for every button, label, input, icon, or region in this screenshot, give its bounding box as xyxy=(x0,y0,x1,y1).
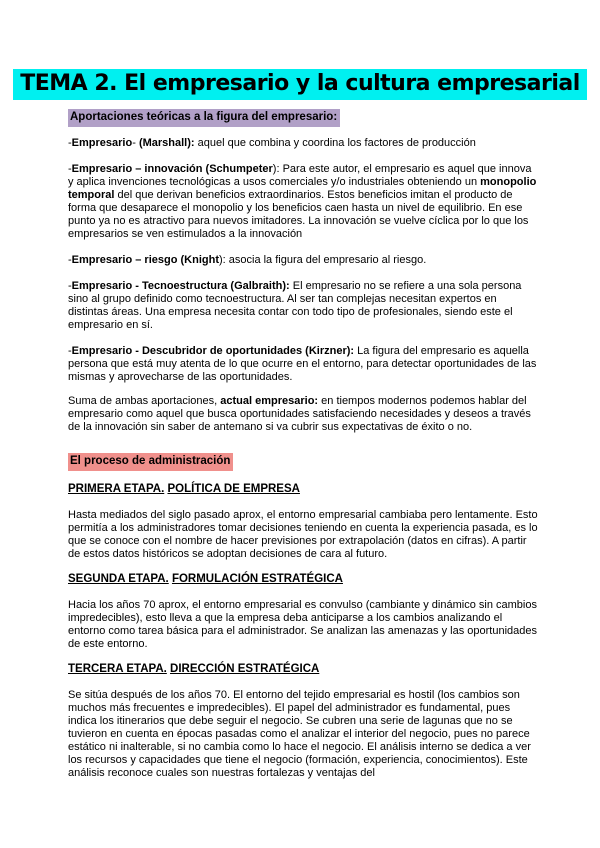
paragraph-tercera-etapa: Se sitúa después de los años 70. El entorno del tejido empresarial es hostil (los cambios son muchos más frecuentes e impredecibles). El papel del administrador es fundamental, pues indica los itinerarios que debe seguir el negocio. Se cubren una serie de lagunas que no se tuvieron en cuenta en épocas pasadas como el analizar el interior del negocio, pues no parece estático ni inalterable, si no cambia como lo hace el negocio. El análisis interno se dedica a ver los recursos y capacidades que tiene el negocio (formación, experiencia, conocimientos). Este análisis reconoce cuales son nuestras fortalezas y ventajas del xyxy=(68,689,531,779)
paragraph-schumpeter: -Empresario – innovación (Schumpeter): Para este autor, el empresario es aquel que innova y aplica invenciones tecnológicas a usos comerciales y/o industriales obteniendo un monopolio temporal del que derivan beneficios extraordinarios. Estos beneficios imitan el producto de forma que desaparece el monopolio y los beneficios caen hasta un nivel de equilibrio. En ese punto ya no es atractivo para nuevos imitadores. La innovación se vuelve cíclica por lo que los empresarios se ven estimulados a la innovación xyxy=(68,163,537,240)
stage-2-title: FORMULACIÓN ESTRATÉGICA xyxy=(171,573,343,585)
paragraph-marshall: -Empresario- (Marshall): aquel que combina y coordina los factores de producción xyxy=(68,137,476,149)
document-title-row xyxy=(0,0,600,100)
paragraph-kirzner: -Empresario - Descubridor de oportunidades (Kirzner): La figura del empresario es aquella persona que está muy atenta de lo que ocurre en el entorno, para detectar oportunidades de las mismas y aprovecharse de las oportunidades. xyxy=(68,345,537,383)
stage-3-label: TERCERA ETAPA. xyxy=(68,663,167,675)
paragraph-segunda-etapa: Hacia los años 70 aprox, el entorno empresarial es convulso (cambiante y dinámico sin cambios impredecibles), esto lleva a que la empresa deba anticiparse a los cambios analizando el entorno como tarea básica para el administrador. Se analizan las amenazas y las oportunidades de este entorno. xyxy=(68,599,537,650)
stage-heading-segunda-etapa xyxy=(68,572,538,587)
document-body xyxy=(68,109,538,780)
stage-heading-primera-etapa xyxy=(68,482,538,497)
stage-1-title: POLÍTICA DE EMPRESA xyxy=(167,483,300,495)
page-title: TEMA 2. El empresario y la cultura empresarial xyxy=(13,69,587,100)
section-heading-aportaciones: Aportaciones teóricas a la figura del empresario: xyxy=(68,109,340,127)
section-heading-proceso-administracion: El proceso de administración xyxy=(68,453,233,471)
paragraph-knight: -Empresario – riesgo (Knight): asocia la figura del empresario al riesgo. xyxy=(68,254,427,266)
stage-2-label: SEGUNDA ETAPA. xyxy=(68,573,169,585)
paragraph-actual-empresario: Suma de ambas aportaciones, actual empresario: en tiempos modernos podemos hablar del empresario como aquel que busca oportunidades satisfaciendo necesidades y deseos a través de la innovación sin saber de antemano si va cubrir sus expectativas de éxito o no. xyxy=(68,395,531,433)
stage-3-title: DIRECCIÓN ESTRATÉGICA xyxy=(170,663,320,675)
paragraph-galbraith: -Empresario - Tecnoestructura (Galbraith): El empresario no se refiere a una sola persona sino al grupo definido como tecnoestructura. Al ser tan complejas necesitan expertos en distintas áreas. Una empresa necesita contar con todo tipo de profesionales, siendo este el empresario en sí. xyxy=(68,280,522,331)
stage-1-label: PRIMERA ETAPA. xyxy=(68,483,165,495)
stage-heading-tercera-etapa xyxy=(68,662,538,677)
paragraph-primera-etapa: Hasta mediados del siglo pasado aprox, el entorno empresarial cambiaba pero lentamente. Esto permitía a los administradores tomar decisiones teniendo en cuenta la experiencia pasada, es lo que se conoce con el nombre de hacer previsiones por extrapolación (datos en cifras). A partir de estos datos históricos se adoptan decisiones de cara al futuro. xyxy=(68,509,538,560)
